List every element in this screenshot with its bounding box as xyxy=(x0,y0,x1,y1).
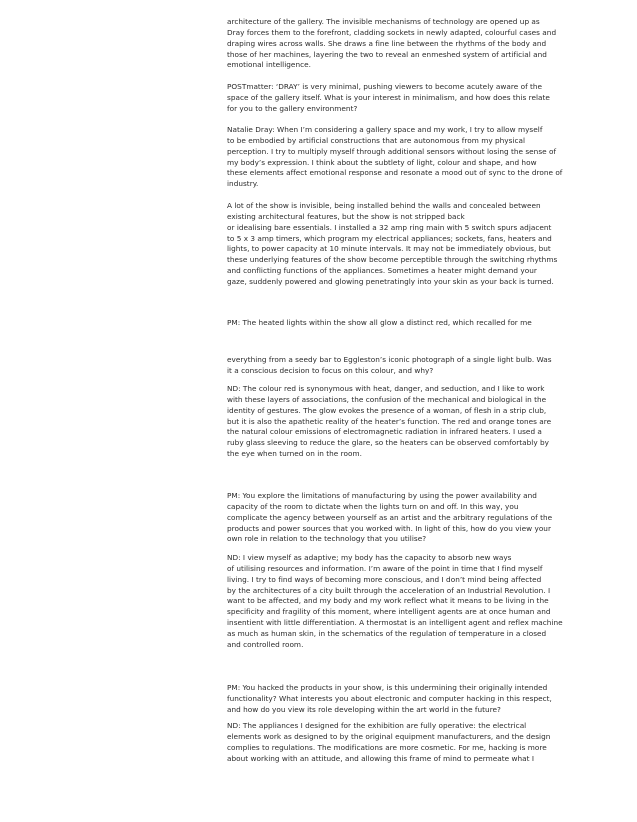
paragraph-question-2b: everything from a seedy bar to Eggleston’s iconic photograph of a single light bulb. Was it a conscious decision to focus on this colour, and why? xyxy=(227,355,552,375)
answer-installation xyxy=(227,201,605,288)
paragraph-question-1: POSTmatter: ‘DRAY’ is very minimal, pushing viewers to become acutely aware of the space of the gallery itself. What is your interest in minimalism, and how does this relate for you to the gallery environment? xyxy=(227,82,550,113)
answer-gallery-space xyxy=(227,125,605,190)
paragraph-answer-1b: A lot of the show is invisible, being installed behind the walls and concealed between existing architectural features, but the show is not stripped back or idealising bare essentials. I installed a 32 amp ring main with 5 switch spurs adjacent to 5 x 3 amp timers, which program my electrical appliances; sockets, fans, heaters and lights, to power capacity at 10 minute intervals. It may not be immediately obvious, but these underlying features of the show become perceptible through the switching rhythms and conflicting functions of the appliances. Sometimes a heater might demand your gaze, suddenly powered and glowing penetratingly into your skin as your back is turned. xyxy=(227,201,558,286)
question-hacking xyxy=(227,683,605,716)
paragraph-intro: architecture of the gallery. The invisible mechanisms of technology are opened up as Dray forces them to the forefront, cladding sockets in newly adapted, colourful cases and draping wires across walls. She draws a fine line between the rhythms of the body and those of her machines, layering the two to reveal an enmeshed system of artificial and emotional intelligence. xyxy=(227,17,557,70)
paragraph-question-2a: PM: The heated lights within the show all glow a distinct red, which recalled for me xyxy=(227,318,532,327)
paragraph-answer-4: ND: The appliances I designed for the exhibition are fully operative: the electrical elements work as designed to by the original equipment manufacturers, and the design complies to regulations. The modifications are more cosmetic. For me, hacking is more about working with an attitude, and allowing this frame of mind to permeate what I xyxy=(227,721,551,763)
paragraph-answer-1: Natalie Dray: When I’m considering a gallery space and my work, I try to allow myself to be embodied by artificial constructions that are autonomous from my physical perception. I try to multiply myself through additional sensors without losing the sense of my body’s expression. I think about the subtlety of light, colour and shape, and how these elements affect emotional response and resonate a mood out of sync to the drone of industry. xyxy=(227,125,563,189)
answer-adaptive xyxy=(227,553,605,651)
question-minimalism xyxy=(227,82,605,115)
question-red-lights xyxy=(227,318,605,329)
paragraph-question-4: PM: You hacked the products in your show, is this undermining their originally intended functionality? What interests you about electronic and computer hacking in this respect, and how do you view its role developing within the art world in the future? xyxy=(227,683,552,714)
answer-appliances xyxy=(227,721,605,764)
intro-paragraph xyxy=(227,17,605,71)
question-red-lights-cont xyxy=(227,355,605,377)
question-manufacturing xyxy=(227,491,605,545)
answer-red-colour xyxy=(227,384,605,460)
paragraph-answer-3: ND: I view myself as adaptive; my body has the capacity to absorb new ways of utilising resources and information. I’m aware of the point in time that I find myself living. I try to find ways of becoming more conscious, and I don’t mind being affected by the architectures of a city built through the acceleration of an Industrial Revolution. I want to be affected, and my body and my work reflect what it means to be living in the specificity and fragility of this moment, where intelligent agents are at once human and insentient with little differentiation. A thermostat is an intelligent agent and reflex machine as much as human skin, in the schematics of the regulation of temperature in a closed and controlled room. xyxy=(227,553,563,649)
paragraph-question-3: PM: You explore the limitations of manufacturing by using the power availability and capacity of the room to dictate when the lights turn on and off. In this way, you complicate the agency between yourself as an artist and the arbitrary regulations of the products and power sources that you worked with. In light of this, how do you view your own role in relation to the technology that you utilise? xyxy=(227,491,553,544)
paragraph-answer-2: ND: The colour red is synonymous with heat, danger, and seduction, and I like to work with these layers of associations, the confusion of the mechanical and biological in the identity of gestures. The glow evokes the presence of a woman, of flesh in a strip club, but it is also the apathetic reality of the heater’s function. The red and orange tones are the natural colour emissions of electromagnetic radiation in infrared heaters. I used a ruby glass sleeving to reduce the glare, so the heaters can be observed comfortably by the eye when turned on in the room. xyxy=(227,384,552,459)
